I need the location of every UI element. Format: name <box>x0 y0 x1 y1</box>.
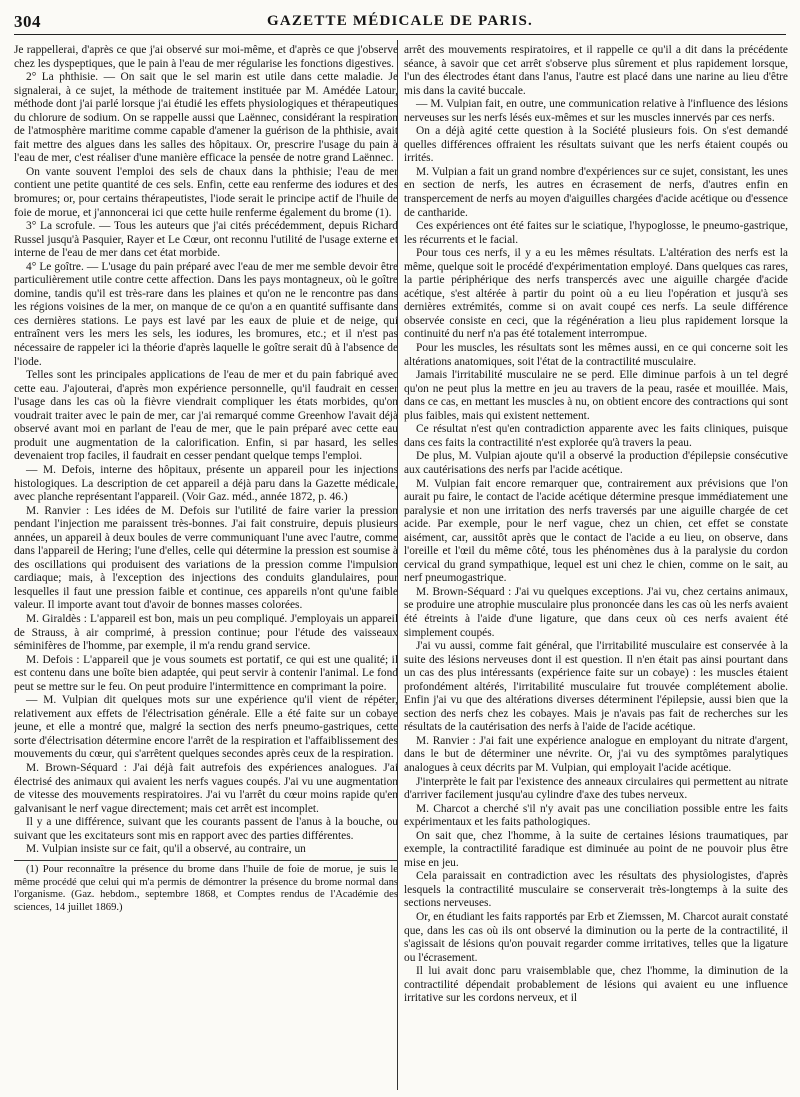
paragraph: Ces expériences ont été faites sur le sciatique, l'hypoglosse, le pneumo-gastrique, les récurrents et le facial. <box>404 220 788 246</box>
paragraph: Or, en étudiant les faits rapportés par Erb et Ziemssen, M. Charcot aurait constaté que, dans les cas où ils ont observé la diminution ou la perte de la contractilité, il s'agissait de lésions qu'on pouvait regarder comme irritatives, telles que la ligature ou l'écrasement. <box>404 911 788 964</box>
footnote: (1) Pour reconnaître la présence du brome dans l'huile de foie de morue, je suis le même procédé que celui qui m'a permis de démontrer la présence du brome normal dans l'organisme. (Gaz. hebdom., septembre 1868, et Comptes rendus de l'Académie des sciences, 14 juillet 1869.) <box>14 863 398 914</box>
paragraph: Cela paraissait en contradiction avec les résultats des physiologistes, d'après lesquels la contractilité musculaire se conserverait très-longtemps à la suite des sections nerveuses. <box>404 870 788 910</box>
paragraph: Je rappellerai, d'après ce que j'ai observé sur moi-même, et d'après ce que j'observe chez les dyspeptiques, que le pain à l'eau de mer régularise les fonctions digestives. <box>14 44 398 70</box>
paragraph: 3° La scrofule. — Tous les auteurs que j'ai cités précédemment, depuis Richard Russel jusqu'à Pasquier, Rayer et Le Cœur, ont reconnu l'utilité de l'usage externe et interne de l'eau de mer dans cet état morbide. <box>14 220 398 260</box>
paragraph: M. Ranvier : J'ai fait une expérience analogue en employant du nitrate d'argent, dans le but de déterminer une névrite. Or, j'ai vu des symptômes paralytiques analogues à ceux décrits par M. Vulpian, qui employait l'acide acétique. <box>404 734 788 774</box>
paragraph: M. Defois : L'appareil que je vous soumets est portatif, ce qui est une qualité; il est contenu dans une boîte bien adaptée, qui peut servir à contenir l'animal. Le fond peut se mettre sur le feu. On peut produire l'intermittence en comprimant la poire. <box>14 653 398 693</box>
paragraph: M. Charcot a cherché s'il n'y avait pas une conciliation possible entre les faits expérimentaux et les faits pathologiques. <box>404 802 788 829</box>
paragraph: Il lui avait donc paru vraisemblable que, chez l'homme, la diminution de la contractilité dépendait probablement de lésions qui avaient eu une influence irritative sur les cordons nerveux, et il <box>404 965 788 1005</box>
paragraph: Jamais l'irritabilité musculaire ne se perd. Elle diminue parfois à un tel degré qu'on ne peut plus la mettre en jeu au travers de la peau, rasée et mouillée. Mais, dans ce cas, en mettant les muscles à nu, on obtient encore des contractions qui sont plus faibles, mais qui existent nettement. <box>404 369 788 422</box>
paragraph: J'interprète le fait par l'existence des anneaux circulaires qui permettent au nitrate d'arriver facilement jusqu'au cylindre d'axe des tubes nerveux. <box>404 775 788 802</box>
paragraph: Ce résultat n'est qu'en contradiction apparente avec les faits cliniques, puisque dans ces faits la contractilité n'est explorée qu'à travers la peau. <box>404 423 788 449</box>
paragraph: M. Vulpian a fait un grand nombre d'expériences sur ce sujet, consistant, les unes en section de nerfs, les autres en écrasement de nerfs, d'autres enfin en transpercement de nerfs au moyen d'aiguilles chargées d'acide acétique ou d'essence de cantharide. <box>404 165 788 219</box>
paragraph: M. Vulpian insiste sur ce fait, qu'il a observé, au contraire, un <box>26 843 306 856</box>
right-column <box>404 44 788 1088</box>
page-header <box>0 12 800 42</box>
left-column <box>14 44 398 1088</box>
footnote-rule <box>14 860 398 861</box>
paragraph: On a déjà agité cette question à la Société plusieurs fois. On s'est demandé quelles différences offraient les résultats suivant que les nerfs étaient coupés ou irrités. <box>404 125 788 165</box>
paragraph: — M. Vulpian fait, en outre, une communication relative à l'influence des lésions nerveuses sur les nerfs lésés eux-mêmes et sur les muscles innervés par ces nerfs. <box>404 98 788 124</box>
paragraph: — M. Vulpian dit quelques mots sur une expérience qu'il vient de répéter, relativement aux effets de l'électrisation générale. Elle a été faite sur un cobaye jeune, et elle a montré que, malgré la section des nerfs pneumo-gastriques, cette sorte d'électrisation détermine encore l'arrêt de la respiration et l'affaiblissement des mouvements du cœur, qui s'arrêtent quelques secondes après ceux de la respiration. <box>14 694 398 761</box>
paragraph: 4° Le goître. — L'usage du pain préparé avec l'eau de mer me semble devoir être particulièrement utile contre cette affection. Dans les pays montagneux, où le goître domine, tandis qu'il est très-rare dans les plaines et qu'on ne le rencontre pas dans les régions voisines de la mer, on manque de ce qu'on a en quantité suffisante dans ces dernières stations. Le pays est lavé par les eaux de pluie et de neige, qui entraînent vers les mers les sels, les iodures, les bromures, etc.; et il n'est pas nécessaire de rappeler ici la théorie d'après laquelle le goître serait dû à l'absence de l'iode. <box>14 260 398 368</box>
paragraph: — M. Defois, interne des hôpitaux, présente un appareil pour les injections histologiques. La description de cet appareil a déjà paru dans la Gazette médicale, avec planche représentant l'appareil. (Voir Gaz. méd., année 1872, p. 46.) <box>14 463 398 504</box>
page-title: GAZETTE MÉDICALE DE PARIS. <box>267 13 533 29</box>
paragraph: M. Brown-Séquard : J'ai vu quelques exceptions. J'ai vu, chez certains animaux, se produire une atrophie musculaire plus prononcée dans les cas où les nerfs avaient été étreints à l'aide d'une ligature, que dans ceux où ces nerfs avaient été simplement coupés. <box>404 585 788 639</box>
paragraph: M. Ranvier : Les idées de M. Defois sur l'utilité de faire varier la pression pendant l'injection me paraissent très-bonnes. J'ai fait construire, depuis plusieurs années, un appareil à deux boules de verre communiquant l'une avec l'autre, comme dans l'appareil de Hering; l'une d'elles, celle qui détermine la pression est soumise à des oscillations qui produisent des variations de la pression comme l'impulsion cardiaque; mais, à l'exception des injections des conduits glandulaires, pour lesquelles il faut une pression faible et continue, ces appareils n'ont qu'une faible valeur. Il importe avant tout d'avoir de bonnes masses colorées. <box>14 504 398 612</box>
header-rule <box>14 34 786 35</box>
page-number: 304 <box>14 12 41 31</box>
paragraph: Il y a une différence, suivant que les courants passent de l'anus à la bouche, ou suivant que les excitateurs sont mis en rapport avec des parties différentes. <box>14 816 398 842</box>
paragraph: 2° La phthisie. — On sait que le sel marin est utile dans cette maladie. Je signalerai, à ce sujet, la méthode de traitement instituée par M. Amédée Latour, méthode dont j'ai parlé lorsque j'ai étudié les effets physiologiques et thérapeutiques du chlorure de sodium. On se rappelle aussi que Laënnec, considérant la respiration de l'atmosphère maritime comme capable d'amener la guérison de la phthisie, avait fait mettre des algues dans les salles des hôpitaux. Or, prescrire l'usage du pain à l'eau de mer, c'est réaliser d'une manière efficace la pensée de notre grand Laënnec. <box>14 71 398 165</box>
paragraph: M. Brown-Séquard : J'ai déjà fait autrefois des expériences analogues. J'ai électrisé des animaux qui avaient les nerfs vagues coupés. J'ai vu une augmentation de vitesse des mouvements respiratoires. J'ai vu l'arrêt du cœur moins rapide qu'en galvanisant le nerf vague directement; mais cet arrêt est incomplet. <box>14 761 398 815</box>
paragraph: On sait que, chez l'homme, à la suite de certaines lésions traumatiques, par exemple, la contractilité faradique est diminuée au point de ne pouvoir plus être mise en jeu. <box>404 829 788 869</box>
paragraph: On vante souvent l'emploi des sels de chaux dans la phthisie; l'eau de mer contient une petite quantité de ces sels. Enfin, cette eau renferme des iodures et des bromures; or, pour certains thérapeutistes, l'iode serait le principe actif de l'huile de foie de morue, et j'annoncerai ici que cette huile renferme également du brome (1). <box>14 165 398 219</box>
paragraph: De plus, M. Vulpian ajoute qu'il a observé la production d'épilepsie consécutive aux cautérisations des nerfs par l'acide acétique. <box>404 450 788 476</box>
paragraph: Telles sont les principales applications de l'eau de mer et du pain fabriqué avec cette eau. J'ajouterai, d'après mon expérience personnelle, qu'il faudrait en cesser l'usage dans les cas où la fièvre viendrait compliquer les états morbides, qu'on voudrait traiter avec le pain de mer, car j'ai remarqué comme Greenhow l'avait déjà observé avant moi en parlant de l'eau de mer, que le pain préparé avec cette eau produit une augmentation de la calorification. Enfin, si par hasard, les selles devenaient trop faciles, il faudrait en cesser pendant quelque temps l'emploi. <box>14 369 398 463</box>
paragraph: Pour tous ces nerfs, il y a eu les mêmes résultats. L'altération des nerfs est la même, quelque soit le procédé d'expérimentation employé. Dans quelques cas rares, la partie périphérique des nerfs transpercés avec une aiguille chargée d'acide acétique, s'est altérée à partir du point où a eu lieu l'opération et jusqu'à ses dernières extrémités, comme si on avait coupé ces nerfs. La seule différence observée consiste en ceci, que la régénération a lieu plus rapidement lorsque la continuité du nerf n'a pas été totalement interrompue. <box>404 247 788 341</box>
paragraph: M. Vulpian fait encore remarquer que, contrairement aux prévisions que l'on aurait pu faire, le contact de l'acide acétique détermine presque immédiatement une paralysie et non une irritation des nerfs traversés par une aiguille chargée de cet acide. Par exemple, pour le nerf vague, chez un chien, cet effet se constate aisément, car, aussitôt après que le contact de l'acide a eu lieu, on observe, dans l'oreille et l'œil du même côté, tous les phénomènes dus à la paralysie du cordon cervical du grand sympathique, lequel est uni chez le chien, comme on le sait, au nerf pneumogastrique. <box>404 477 788 585</box>
paragraph: Pour les muscles, les résultats sont les mêmes aussi, en ce qui concerne soit les altérations anatomiques, soit l'état de la contractilité musculaire. <box>404 342 788 368</box>
paragraph: M. Giraldès : L'appareil est bon, mais un peu compliqué. J'employais un appareil de Strauss, à air comprimé, à pression continue; pour l'étude des vaisseaux séminifères de l'homme, par exemple, il m'a rendu grand service. <box>14 612 398 653</box>
paragraph: arrêt des mouvements respiratoires, et il rappelle ce qu'il a dit dans la précédente séance, à savoir que cet arrêt s'observe plus sûrement et plus rapidement lorsque, l'un des électrodes étant dans l'anus, l'autre est placé dans une narine au lieu d'être mis dans la cavité buccale. <box>404 44 788 97</box>
paragraph: J'ai vu aussi, comme fait général, que l'irritabilité musculaire est conservée à la suite des lésions nerveuses dont il est question. Il n'en était pas ainsi pourtant dans un cas des plus intéressants (expérience faite sur un cobaye) : les muscles étaient profondément altérés, l'irritabilité musculaire fut trouvée complétement abolie. Enfin j'ai vu que des altérations diverses déterminent l'épilepsie, aussi bien que la section des nerfs chez les cobayes. Mais je n'avais pas fait de recherches sur les résultats de la cautérisation des nerfs à l'aide de l'acide acétique. <box>404 640 788 734</box>
